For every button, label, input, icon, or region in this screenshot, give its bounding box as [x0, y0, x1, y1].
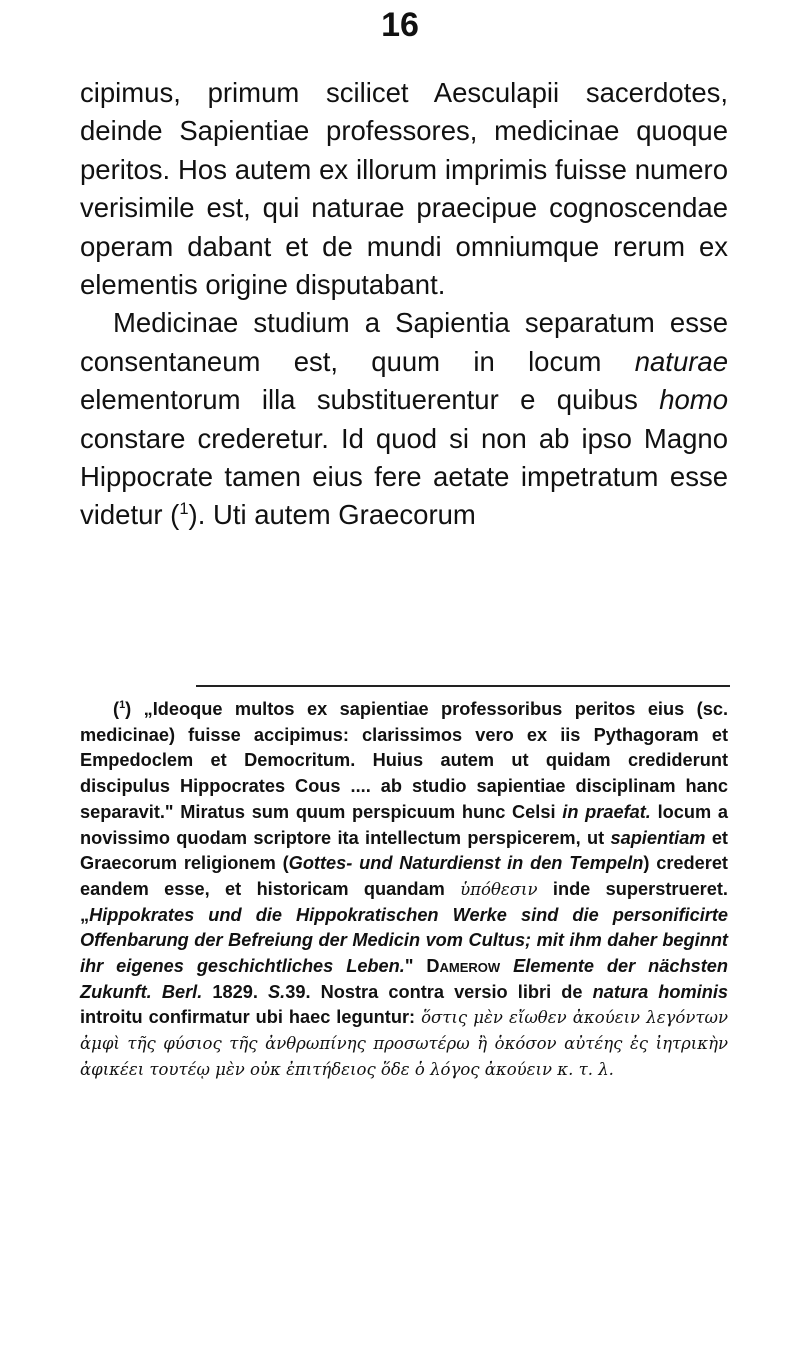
footnote-text-9: 39. Nostra contra versio libri de	[285, 981, 593, 1002]
footnote-open-paren: (	[113, 699, 120, 719]
footnote-text-7	[500, 956, 513, 976]
footnote-text-3: et Graecorum religionem (	[80, 827, 728, 874]
footnote-marker: 1	[119, 698, 126, 711]
footnote-paragraph	[80, 697, 728, 1083]
footnote-greek-quote: ὅστις μὲν εἴωθεν ἀκούειν λεγόντων ἀμφὶ τῆς φύσιος τῆς ἀνθρωπίνης προσωτέρω ἢ ὁκόσον αὐτέης ἐς ἰητρικὴν ἀφικέει τουτέῳ μὲν οὐκ ἐπιτήδειος ὅδε ὁ λόγος ἀκούειν κ. τ. λ.	[80, 1008, 728, 1079]
footnote-text-1: ) „Ideoque multos ex sapientiae professoribus peritos eius (sc. medicinae) fuisse accipimus: clarissimos vero ex iis Pythagoram et Empedoclem et Democritum. Huius autem ut quidam crediderunt discipulus Hippocrates Cous .... ab studio sapientiae disciplinam hanc separavit." Miratus sum quum perspicuum hunc Celsi	[80, 699, 728, 822]
footnote-book-title: Elemente der nächsten Zukunft. Berl.	[80, 956, 728, 1002]
footnote	[80, 697, 728, 1083]
paragraph-2-text-1: Medicinae studium a Sapientia separatum esse consentaneum est, quum in locum	[80, 307, 728, 377]
footnote-text-8: 1829.	[202, 981, 269, 1002]
footnote-emphasis-2: sapientiam	[610, 827, 706, 848]
footnote-reference[interactable]: 1	[179, 500, 189, 519]
footnote-divider	[196, 685, 730, 687]
footnote-author: Damerow	[426, 956, 501, 977]
footnote-emphasis-1: in praefat.	[562, 801, 651, 822]
footnote-emphasis-natura: natura hominis	[592, 981, 729, 1002]
main-text	[80, 74, 728, 535]
emphasis-homo: homo	[659, 384, 728, 416]
footnote-text-4: ) crederet eandem esse, et historicam quandam	[80, 853, 728, 899]
paragraph-1-text: cipimus, primum scilicet Aesculapii sacerdotes, deinde Sapientiae professores, medicinae quoque peritos. Hos autem ex illorum imprimis fuisse numero verisimile est, qui naturae praecipue cognoscendae operam dabant et de mundi omniumque rerum ex elementis origine disputabant.	[80, 77, 728, 301]
footnote-text-2: locum a novissimo quodam scriptore ita intellectum perspicerem, ut	[80, 801, 729, 848]
footnote-text-10: introitu confirmatur ubi haec leguntur:	[80, 1007, 422, 1028]
footnote-text-6: "	[404, 956, 427, 977]
emphasis-naturae: naturae	[634, 345, 728, 377]
footnote-greek-word: ὑπόθεσιν	[460, 879, 538, 899]
footnote-page-abbrev: S.	[268, 981, 286, 1002]
paragraph-2	[80, 304, 728, 534]
paragraph-2-text-4: ). Uti autem Graecorum	[188, 499, 476, 531]
paragraph-2-text-3: constare crederetur. Id quod si non ab ipso Magno Hippocrate tamen eius fere aetate impetratum esse videtur (	[80, 422, 728, 531]
footnote-quote-german: Hippokrates und die Hippokratischen Werke sind die personificirte Offenbarung der Befreiung der Medicin vom Cultus; mit ihm daher beginnt ihr eigenes geschichtliches Leben.	[80, 904, 728, 977]
footnote-emphasis-3: Gottes- und Naturdienst in den Tempeln	[288, 853, 644, 874]
page-number: 16	[381, 6, 419, 44]
footnote-text-5: inde superstrueret. „	[80, 878, 728, 925]
paragraph-1	[80, 74, 728, 304]
paragraph-2-text-2: elementorum illa substituerentur e quibus	[80, 384, 660, 416]
